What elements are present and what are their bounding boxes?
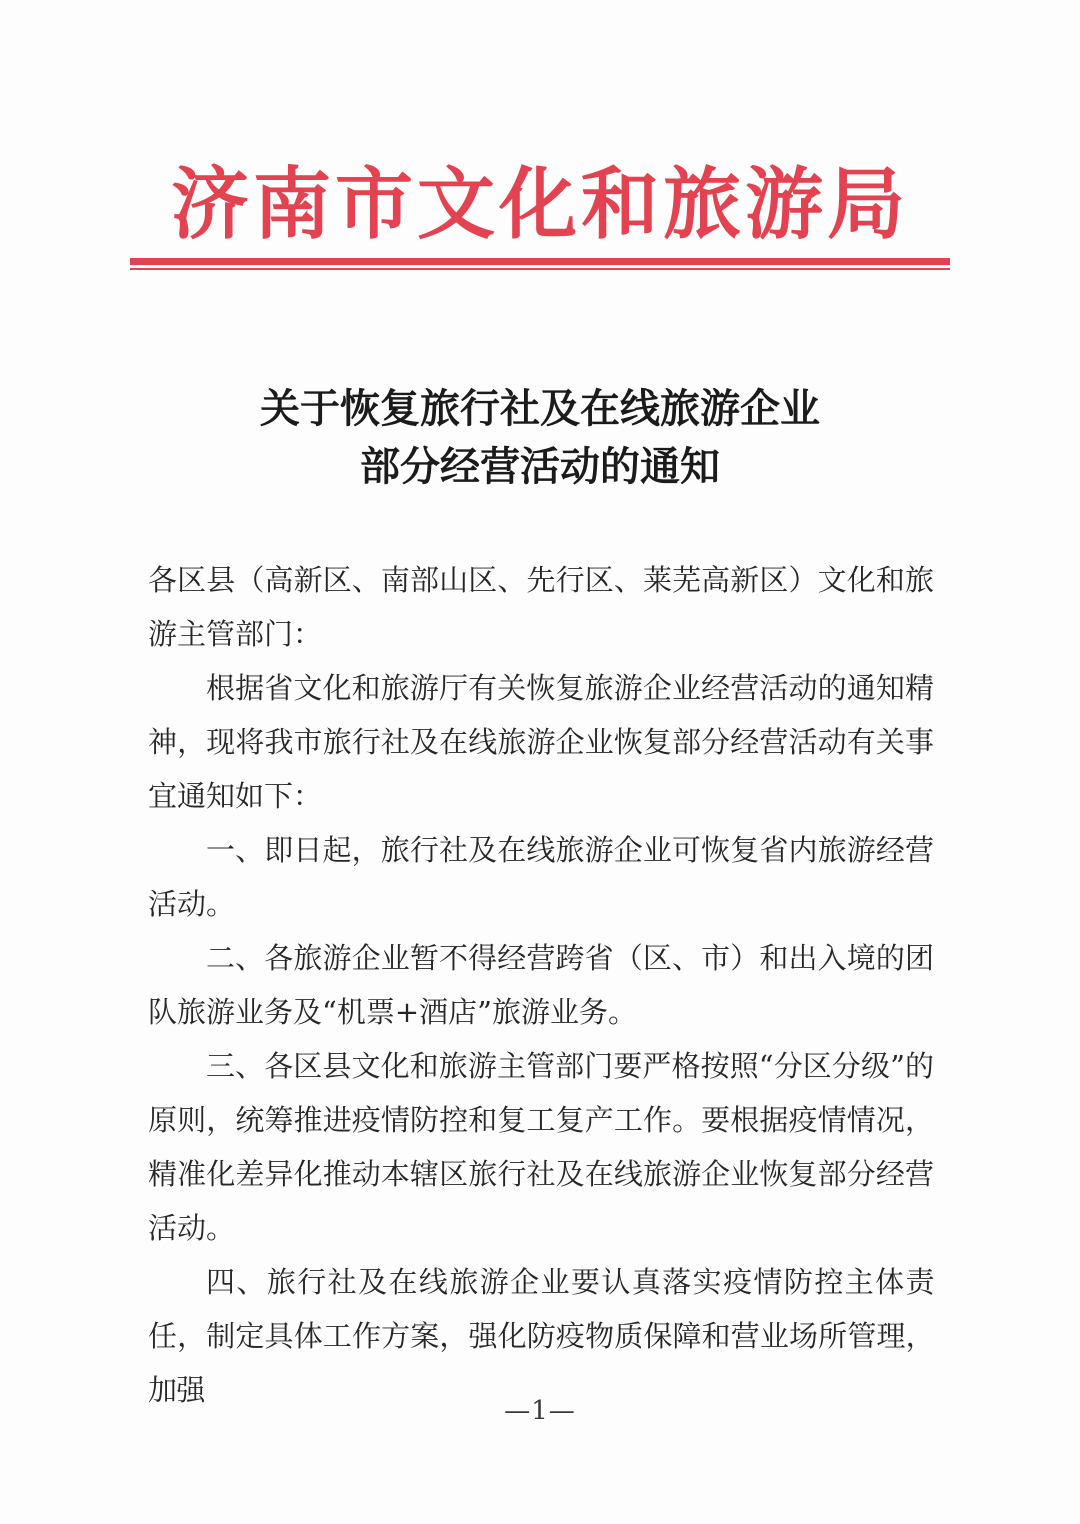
body-paragraph: 三、各区县文化和旅游主管部门要严格按照“分区分级”的原则，统筹推进疫情防控和复工复产工作。要根据疫情情况，精准化差异化推动本辖区旅行社及在线旅游企业恢复部分经营活动。 (148, 1049, 934, 1245)
divider-thick-line (130, 258, 950, 265)
agency-header-title: 济南市文化和旅游局 (170, 159, 909, 250)
body-paragraph: 一、即日起，旅行社及在线旅游企业可恢复省内旅游经营活动。 (148, 833, 934, 921)
document-title-line1: 关于恢复旅行社及在线旅游企业 (260, 385, 820, 432)
body-paragraph: 二、各旅游企业暂不得经营跨省（区、市）和出入境的团队旅游业务及“机票+酒店”旅游业务。 (148, 941, 934, 1029)
document-title-line2: 部分经营活动的通知 (360, 443, 720, 490)
salutation-paragraph: 各区县（高新区、南部山区、先行区、莱芜高新区）文化和旅游主管部门： (148, 563, 934, 651)
document-title (0, 380, 1080, 496)
body-paragraph: 四、旅行社及在线旅游企业要认真落实疫情防控主体责任，制定具体工作方案，强化防疫物质保障和营业场所管理，加强 (148, 1265, 934, 1407)
document-body (148, 553, 934, 1417)
header-divider (130, 258, 950, 270)
page-number: —1— (504, 1396, 576, 1426)
divider-thin-line (130, 268, 950, 270)
body-paragraph: 根据省文化和旅游厅有关恢复旅游企业经营活动的通知精神，现将我市旅行社及在线旅游企业恢复部分经营活动有关事宜通知如下： (148, 671, 934, 813)
